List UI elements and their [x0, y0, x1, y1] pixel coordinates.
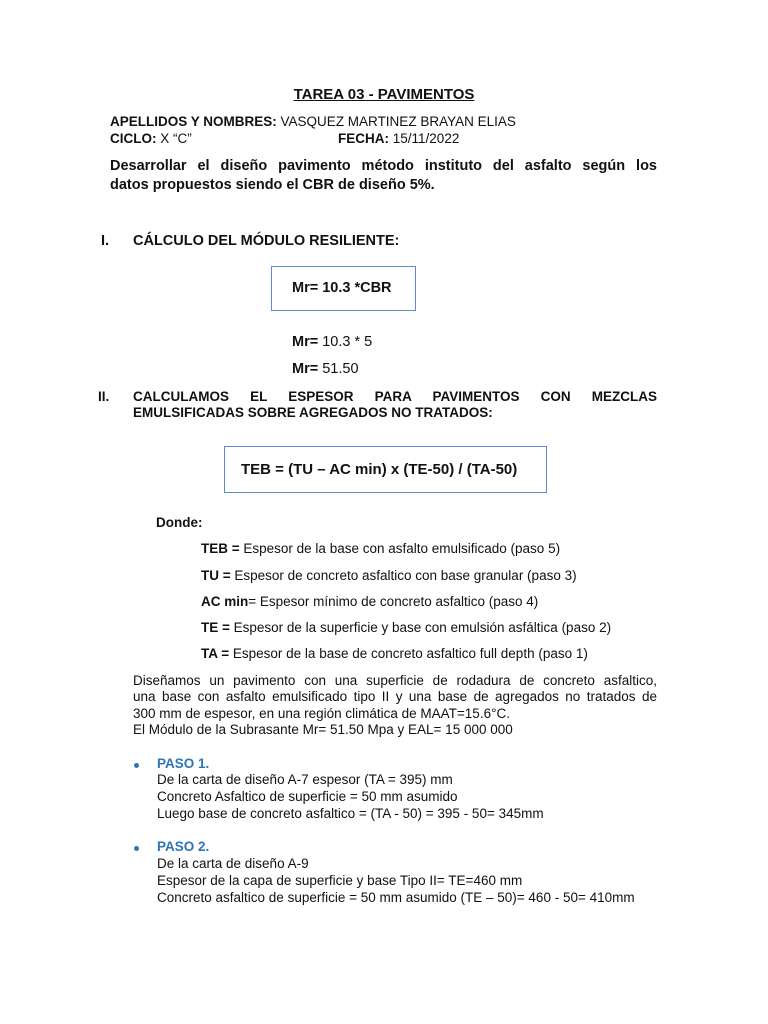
bullet-icon [134, 846, 139, 851]
section-1-title: CÁLCULO DEL MÓDULO RESILIENTE: [133, 233, 400, 249]
definition-term: TE = [201, 620, 234, 635]
formula-teb: TEB = (TU – AC min) x (TE-50) / (TA-50) [241, 461, 518, 478]
paso-1-line-2: Concreto Asfaltico de superficie = 50 mm asumido [157, 789, 458, 804]
calc-mr-2-label: Mr= [292, 361, 319, 377]
definition-teb [201, 541, 560, 556]
definition-term: TU = [201, 568, 235, 583]
calc-mr-2-value: 51.50 [318, 361, 359, 377]
calc-mr-1-label: Mr= [292, 334, 319, 350]
paso-1-line-1: De la carta de diseño A-7 espesor (TA = 395) mm [157, 772, 453, 787]
section-2-number: II. [98, 389, 110, 404]
definition-desc: Espesor de concreto asfaltico con base granular (paso 3) [234, 568, 577, 583]
definition-ac-min [201, 594, 538, 609]
calc-mr-1-value: 10.3 * 5 [318, 334, 373, 350]
paso-2-title: PASO 2. [157, 839, 210, 854]
names-value: VASQUEZ MARTINEZ BRAYAN ELIAS [280, 114, 516, 129]
fecha-value: 15/11/2022 [392, 131, 460, 146]
section-1-number: I. [101, 233, 110, 249]
definition-term: TEB = [201, 541, 244, 556]
donde-label: Donde: [156, 515, 203, 530]
paragraph-line-1: Diseñamos un pavimento con una superficie de rodadura de concreto asfaltico, [133, 673, 657, 688]
paso-2-line-1: De la carta de diseño A-9 [157, 856, 309, 871]
paragraph-line-2: una base con asfalto emulsificado tipo II y una base de agregados no tratados de [133, 689, 657, 704]
paso-1-line-3: Luego base de concreto asfaltico = (TA - 50) = 395 - 50= 345mm [157, 806, 544, 821]
definition-term: TA = [201, 646, 233, 661]
paragraph-line-3: 300 mm de espesor, en una región climática de MAAT=15.6°C. [133, 706, 510, 721]
paso-2-line-2: Espesor de la capa de superficie y base Tipo II= TE=460 mm [157, 873, 523, 888]
paso-1-title: PASO 1. [157, 756, 210, 771]
names-label: APELLIDOS Y NOMBRES: [110, 114, 277, 129]
fecha-row [338, 131, 459, 146]
definition-desc: = Espesor mínimo de concreto asfaltico (paso 4) [248, 594, 539, 609]
paso-2-line-3: Concreto asfaltico de superficie = 50 mm asumido (TE – 50)= 460 - 50= 410mm [157, 890, 635, 905]
intro-line-1: Desarrollar el diseño pavimento método instituto del asfalto según los [110, 158, 657, 174]
definition-term: AC min [201, 594, 249, 609]
definition-desc: Espesor de la base de concreto asfaltico full depth (paso 1) [232, 646, 588, 661]
ciclo-label: CICLO: [110, 131, 157, 146]
formula-mr: Mr= 10.3 *CBR [292, 280, 392, 296]
section-2-title-line-2: EMULSIFICADAS SOBRE AGREGADOS NO TRATADOS: [133, 405, 493, 420]
definition-tu [201, 568, 577, 583]
paragraph-line-4: El Módulo de la Subrasante Mr= 51.50 Mpa y EAL= 15 000 000 [133, 722, 513, 737]
ciclo-row [110, 131, 192, 146]
definition-ta [201, 646, 588, 661]
definition-te [201, 620, 611, 635]
calc-mr-1 [292, 334, 372, 350]
fecha-label: FECHA: [338, 131, 389, 146]
definition-desc: Espesor de la superficie y base con emulsión asfáltica (paso 2) [233, 620, 612, 635]
calc-mr-2 [292, 361, 359, 377]
intro-line-2: datos propuestos siendo el CBR de diseño 5%. [110, 177, 435, 193]
section-2-title-line-1: CALCULAMOS EL ESPESOR PARA PAVIMENTOS CON MEZCLAS [133, 389, 657, 404]
bullet-icon [134, 763, 139, 768]
page-title: TAREA 03 - PAVIMENTOS [293, 86, 475, 103]
definition-desc: Espesor de la base con asfalto emulsificado (paso 5) [243, 541, 561, 556]
ciclo-value: X “C” [160, 131, 192, 146]
names-row [110, 114, 516, 129]
